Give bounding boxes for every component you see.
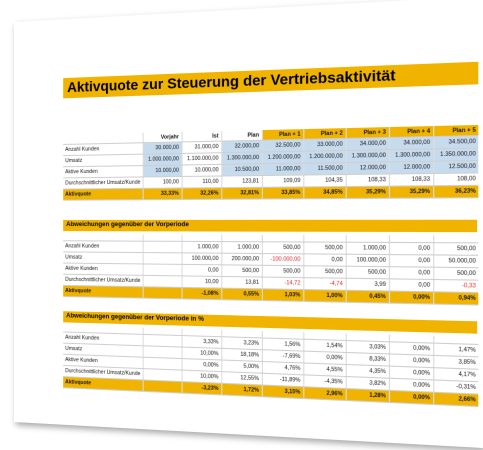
table-cell[interactable]: 4,17% <box>433 368 478 382</box>
table-cell[interactable]: 0,00% <box>389 378 433 392</box>
quota-cell[interactable]: 32,81% <box>221 187 262 199</box>
table-cell[interactable]: 0,00% <box>303 351 345 364</box>
quota-label[interactable]: Aktivquote <box>63 188 142 200</box>
table-cell[interactable]: -0,33 <box>433 279 478 292</box>
row-label[interactable]: Anzahl Kunden <box>63 241 142 253</box>
column-header[interactable]: Plan + 2 <box>303 128 345 139</box>
table-cell[interactable]: -4,35% <box>303 375 345 389</box>
table-cell[interactable]: 33.000,00 <box>303 138 345 151</box>
table-cell[interactable]: 10.000,00 <box>182 164 222 176</box>
table-cell[interactable]: 0,00% <box>182 359 222 372</box>
table-cell[interactable]: 10,00% <box>182 347 222 360</box>
table-cell[interactable]: 4,35% <box>346 364 389 378</box>
table-cell[interactable]: 500,00 <box>262 265 303 277</box>
row-label[interactable]: Umsatz <box>63 252 142 264</box>
table-cell[interactable]: 1.000.000,00 <box>143 153 182 165</box>
kpi-table <box>63 125 478 201</box>
quota-cell[interactable]: 35,29% <box>346 186 389 198</box>
quota-cell-empty[interactable] <box>143 287 182 299</box>
table-cell[interactable]: 100.000,00 <box>182 253 222 265</box>
table-cell[interactable]: 123,81 <box>221 176 262 188</box>
table-cell[interactable]: 1.000,00 <box>346 242 389 254</box>
table-cell[interactable]: 500,00 <box>262 242 303 254</box>
table-cell[interactable]: 0,00 <box>303 254 345 266</box>
table-cell[interactable]: 100,00 <box>143 176 182 188</box>
section-title-deviation: Abweichungen gegenüber der Vorperiode <box>63 220 477 232</box>
table-cell[interactable]: 5,00% <box>221 360 262 373</box>
quota-label[interactable]: Aktivquote <box>63 377 142 392</box>
deviation-percent-table <box>63 325 478 407</box>
quota-cell[interactable]: 2,66% <box>433 392 478 406</box>
table-cell[interactable]: 10,00 <box>182 276 222 288</box>
table-cell-empty[interactable] <box>143 253 182 265</box>
table-cell[interactable]: 10,00% <box>182 370 222 383</box>
quota-cell[interactable]: 0,00% <box>389 291 433 304</box>
quota-cell[interactable]: 33,33% <box>143 188 182 200</box>
table-cell[interactable]: 0,00 <box>389 279 433 292</box>
table-cell[interactable]: 1.300.000,00 <box>221 152 262 164</box>
table-cell[interactable]: 500,00 <box>433 243 478 256</box>
table-cell[interactable]: -14,72 <box>262 277 303 289</box>
table-cell[interactable]: 3,23% <box>221 337 262 350</box>
table-cell[interactable]: 10.000,00 <box>143 165 182 177</box>
column-header[interactable]: Plan + 4 <box>389 126 433 138</box>
table-cell[interactable]: 31.000,00 <box>182 141 222 153</box>
table-cell[interactable]: 32.000,00 <box>221 140 262 152</box>
row-label[interactable]: Aktive Kunden <box>63 263 142 275</box>
table-cell[interactable]: 100.000,00 <box>346 254 389 266</box>
table-cell[interactable]: 1.200.000,00 <box>262 151 303 164</box>
table-cell[interactable]: 12.000,00 <box>346 162 389 175</box>
table-cell[interactable]: -100.000,00 <box>262 254 303 266</box>
table-cell[interactable]: 1,47% <box>433 343 478 357</box>
table-cell[interactable]: 34.500,00 <box>433 136 478 149</box>
table-cell[interactable]: 12.000,00 <box>389 161 433 174</box>
table-cell[interactable]: 12,55% <box>221 372 262 385</box>
table-cell[interactable]: 500,00 <box>346 266 389 279</box>
table-cell[interactable]: 30.000,00 <box>143 142 182 154</box>
table-cell[interactable]: 0,00 <box>389 255 433 268</box>
quota-cell[interactable]: 0,00% <box>389 390 433 404</box>
table-cell[interactable]: 32.500,00 <box>262 139 303 152</box>
table-cell-empty[interactable] <box>143 241 182 253</box>
table-cell[interactable]: 1.300.000,00 <box>346 150 389 163</box>
table-cell[interactable]: 108,33 <box>389 173 433 186</box>
quota-label[interactable]: Aktivquote <box>63 285 142 298</box>
row-label[interactable]: Durchschnittlicher Umsatz/Kunde <box>63 177 142 189</box>
table-cell[interactable]: 0,00 <box>389 267 433 280</box>
row-label[interactable]: Aktive Kunden <box>63 354 142 368</box>
section-title-deviation-percent: Abweichungen gegenüber der Vorperiode in % <box>63 311 477 334</box>
table-cell[interactable]: 1.200.000,00 <box>303 150 345 163</box>
table-cell[interactable]: -11,89% <box>262 373 303 387</box>
table-cell[interactable]: 1,54% <box>303 339 345 352</box>
quota-cell[interactable]: 0,94% <box>433 292 478 305</box>
table-cell[interactable]: -4,74 <box>303 278 345 291</box>
table-cell[interactable]: 3,99 <box>346 278 389 291</box>
table-cell-empty[interactable] <box>143 264 182 276</box>
table-cell[interactable]: 4,55% <box>303 363 345 377</box>
quota-cell[interactable]: 1,72% <box>221 383 262 396</box>
row-label[interactable]: Durchschnittlicher Umsatz/Kunde <box>63 274 142 287</box>
table-cell[interactable]: 11.000,00 <box>262 163 303 175</box>
quota-cell[interactable]: 35,29% <box>389 186 433 199</box>
quota-cell[interactable]: 3,15% <box>262 385 303 399</box>
quota-cell[interactable]: 34,85% <box>303 187 345 199</box>
quota-cell[interactable]: 33,85% <box>262 187 303 199</box>
table-cell[interactable]: 11.500,00 <box>303 162 345 175</box>
table-cell[interactable]: 108,33 <box>346 174 389 187</box>
row-label[interactable]: Umsatz <box>63 343 142 357</box>
quota-cell[interactable]: 1,28% <box>346 389 389 403</box>
table-cell[interactable]: 3,03% <box>346 340 389 353</box>
table-cell[interactable]: 1.350.000,00 <box>433 148 478 161</box>
table-cell[interactable]: 0,00% <box>389 366 433 380</box>
table-cell[interactable]: 4,76% <box>262 361 303 374</box>
table-cell[interactable]: 0,00 <box>389 242 433 255</box>
table-cell[interactable]: 10.500,00 <box>221 164 262 176</box>
table-cell[interactable]: 18,18% <box>221 348 262 361</box>
table-cell[interactable]: 500,00 <box>303 266 345 278</box>
quota-cell[interactable]: 32,26% <box>182 188 222 200</box>
quota-cell[interactable]: 1,00% <box>303 290 345 303</box>
table-cell[interactable]: 500,00 <box>433 267 478 280</box>
table-cell[interactable]: 34.000,00 <box>346 138 389 151</box>
table-cell[interactable]: 50.000,00 <box>433 255 478 268</box>
table-cell[interactable]: 1,56% <box>262 338 303 351</box>
table-cell[interactable]: 3,85% <box>433 355 478 369</box>
table-cell[interactable]: 200.000,00 <box>221 253 262 265</box>
table-cell[interactable]: 13,81 <box>221 276 262 288</box>
table-cell[interactable]: -0,31% <box>433 380 478 394</box>
quota-cell[interactable]: 36,23% <box>433 185 478 198</box>
table-cell[interactable]: 104,35 <box>303 175 345 187</box>
row-label[interactable]: Anzahl Kunden <box>63 143 142 156</box>
table-cell[interactable]: 3,82% <box>346 376 389 390</box>
row-label[interactable]: Durchschnittlicher Umsatz/Kunde <box>63 365 142 380</box>
table-cell[interactable]: -7,69% <box>262 350 303 363</box>
quota-cell[interactable]: -3,23% <box>182 382 222 395</box>
table-cell[interactable]: 500,00 <box>303 242 345 254</box>
table-cell[interactable]: 8,33% <box>346 352 389 366</box>
table-cell[interactable]: 0,00% <box>389 342 433 356</box>
column-header[interactable]: Plan + 5 <box>433 125 478 137</box>
table-cell[interactable]: 108,00 <box>433 173 478 186</box>
table-cell[interactable]: 3,33% <box>182 336 222 349</box>
row-label[interactable]: Anzahl Kunden <box>63 332 142 346</box>
table-cell[interactable]: 109,09 <box>262 175 303 187</box>
table-cell[interactable]: 1.100.000,00 <box>182 153 222 165</box>
table-cell[interactable]: 0,00 <box>182 264 222 276</box>
table-cell[interactable]: 110,00 <box>182 176 222 188</box>
column-header[interactable]: Vorjahr <box>143 132 182 143</box>
table-cell[interactable]: 1.300.000,00 <box>389 149 433 162</box>
quota-cell[interactable]: -1,08% <box>182 287 222 299</box>
quota-cell[interactable]: 0,45% <box>346 290 389 303</box>
table-cell[interactable]: 1.000,00 <box>182 241 222 253</box>
table-cell[interactable]: 12.500,00 <box>433 160 478 173</box>
quota-cell[interactable]: 1,03% <box>262 289 303 302</box>
quota-row <box>63 185 478 200</box>
table-cell[interactable]: 500,00 <box>221 265 262 277</box>
row-label[interactable]: Aktive Kunden <box>63 166 142 178</box>
table-cell[interactable]: 34.000,00 <box>389 137 433 150</box>
deviation-table <box>63 234 478 305</box>
spreadsheet-sheet <box>14 0 483 448</box>
column-header[interactable]: Plan + 3 <box>346 127 389 138</box>
table-cell-empty[interactable] <box>143 275 182 287</box>
quota-cell[interactable]: 0,55% <box>221 288 262 300</box>
quota-cell-empty[interactable] <box>143 380 182 393</box>
quota-cell[interactable]: 2,96% <box>303 387 345 401</box>
column-header[interactable]: Ist <box>182 131 222 142</box>
row-label[interactable]: Umsatz <box>63 154 142 167</box>
sheet-title: Aktivquote zur Steuerung der Vertriebsaktivität <box>63 62 478 99</box>
column-header[interactable]: Plan <box>221 130 262 141</box>
column-header[interactable]: Plan + 1 <box>262 129 303 140</box>
table-cell[interactable]: 0,00% <box>389 354 433 368</box>
table-cell[interactable]: 1.000,00 <box>221 242 262 254</box>
